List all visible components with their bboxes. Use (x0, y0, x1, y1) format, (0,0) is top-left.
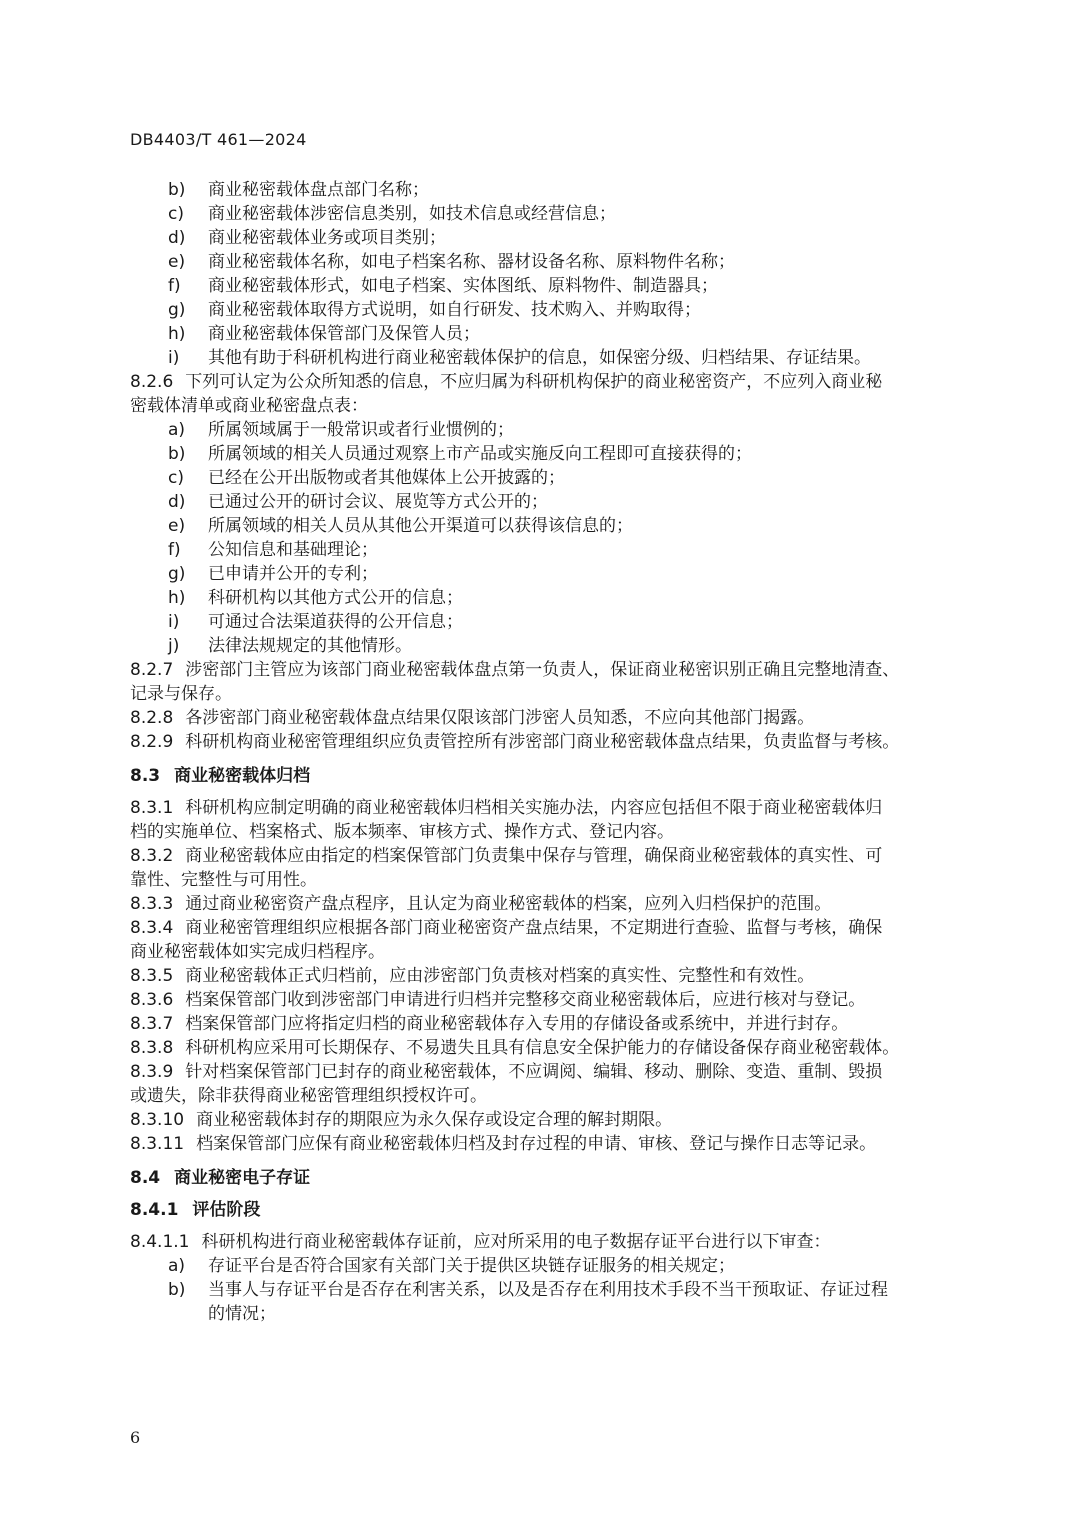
list-item-text: 所属领域的相关人员通过观察上市产品或实施反向工程即可直接获得的； (208, 444, 752, 464)
page-number: 6 (130, 1428, 141, 1447)
clause-8-3-8 (130, 1036, 960, 1060)
clause-continuation: 商业秘密载体如实完成归档程序。 (130, 942, 385, 962)
list-marker: b) (168, 1280, 186, 1300)
list-item (130, 418, 960, 442)
list-item-text: 所属领域的相关人员从其他公开渠道可以获得该信息的； (208, 516, 633, 536)
clause-text: 档案保管部门应保有商业秘密载体归档及封存过程的申请、审核、登记与操作日志等记录。 (196, 1134, 877, 1154)
clause-8-3-7 (130, 1012, 960, 1036)
list-item-text: 科研机构以其他方式公开的信息； (208, 588, 463, 608)
clause-8-3-10 (130, 1108, 960, 1132)
document-code-header: DB4403/T 461—2024 (130, 130, 307, 149)
list-marker: f) (168, 540, 181, 560)
clause-number: 8.3.6 (130, 990, 174, 1010)
list-marker: j) (168, 636, 180, 656)
list-item (130, 586, 960, 610)
clause-number: 8.3.9 (130, 1062, 174, 1082)
list-item (130, 1278, 960, 1302)
subsection-heading-8-4-1 (130, 1198, 960, 1222)
clause-8-3-6 (130, 988, 960, 1012)
list-item (130, 490, 960, 514)
list-item-text: 商业秘密载体盘点部门名称； (208, 180, 429, 200)
clause-continuation: 记录与保存。 (130, 684, 232, 704)
list-item-continuation: 的情况； (208, 1304, 276, 1324)
clause-number: 8.2.9 (130, 732, 174, 752)
list-item (130, 274, 960, 298)
list-item (130, 1254, 960, 1278)
list-marker: a) (168, 1256, 186, 1276)
list-item-text: 商业秘密载体涉密信息类别，如技术信息或经营信息； (208, 204, 616, 224)
list-marker: c) (168, 204, 184, 224)
list-marker: h) (168, 324, 186, 344)
list-item-text: 所属领域属于一般常识或者行业惯例的； (208, 420, 514, 440)
list-item-text: 公知信息和基础理论； (208, 540, 378, 560)
clause-number: 8.2.8 (130, 708, 174, 728)
list-marker: a) (168, 420, 186, 440)
clause-continuation: 密载体清单或商业秘密盘点表： (130, 396, 368, 416)
list-item (130, 634, 960, 658)
list-item (130, 610, 960, 634)
clause-8-2-9 (130, 730, 960, 754)
clause-text: 通过商业秘密资产盘点程序，且认定为商业秘密载体的档案，应列入归档保护的范围。 (185, 894, 832, 914)
list-item-text: 可通过合法渠道获得的公开信息； (208, 612, 463, 632)
clause-8-2-6 (130, 370, 960, 394)
list-marker: e) (168, 516, 186, 536)
clause-text: 商业秘密载体应由指定的档案保管部门负责集中保存与管理，确保商业秘密载体的真实性、可 (185, 846, 883, 866)
list-item (130, 538, 960, 562)
list-marker: e) (168, 252, 186, 272)
list-item-text: 商业秘密载体业务或项目类别； (208, 228, 446, 248)
clause-text: 科研机构进行商业秘密载体存证前，应对所采用的电子数据存证平台进行以下审查： (201, 1232, 831, 1252)
clause-text: 下列可认定为公众所知悉的信息，不应归属为科研机构保护的商业秘密资产，不应列入商业秘 (185, 372, 883, 392)
clause-number: 8.3.5 (130, 966, 174, 986)
list-item-text: 已通过公开的研讨会议、展览等方式公开的； (208, 492, 548, 512)
list-item (130, 322, 960, 346)
clause-number: 8.3.2 (130, 846, 174, 866)
list-marker: f) (168, 276, 181, 296)
clause-text: 商业秘密载体封存的期限应为永久保存或设定合理的解封期限。 (196, 1110, 673, 1130)
clause-continuation: 靠性、完整性与可用性。 (130, 870, 317, 890)
list-marker: d) (168, 492, 186, 512)
clause-number: 8.3.4 (130, 918, 174, 938)
clause-8-3-5 (130, 964, 960, 988)
clause-number: 8.3.10 (130, 1110, 185, 1130)
clause-number: 8.2.7 (130, 660, 174, 680)
list-item (130, 202, 960, 226)
list-item-text: 其他有助于科研机构进行商业秘密载体保护的信息，如保密分级、归档结果、存证结果。 (208, 348, 871, 368)
clause-text: 针对档案保管部门已封存的商业秘密载体，不应调阅、编辑、移动、删除、变造、重制、毁损 (185, 1062, 883, 1082)
clause-text: 档案保管部门收到涉密部门申请进行归档并完整移交商业秘密载体后，应进行核对与登记。 (185, 990, 866, 1010)
list-item-text: 存证平台是否符合国家有关部门关于提供区块链存证服务的相关规定； (208, 1256, 735, 1276)
subsection-title: 评估阶段 (192, 1200, 261, 1220)
document-body (130, 178, 960, 1326)
section-title: 商业秘密电子存证 (174, 1168, 311, 1188)
clause-number: 8.3.1 (130, 798, 174, 818)
section-heading-8-4 (130, 1166, 960, 1190)
section-heading-8-3 (130, 764, 960, 788)
clause-number: 8.3.3 (130, 894, 174, 914)
clause-8-3-11 (130, 1132, 960, 1156)
list-item-text: 已经在公开出版物或者其他媒体上公开披露的； (208, 468, 565, 488)
clause-8-2-8 (130, 706, 960, 730)
clause-continuation: 档的实施单位、档案格式、版本频率、审核方式、操作方式、登记内容。 (130, 822, 674, 842)
list-item-text: 已申请并公开的专利； (208, 564, 378, 584)
list-item-text: 商业秘密载体取得方式说明，如自行研发、技术购入、并购取得； (208, 300, 701, 320)
list-item (130, 250, 960, 274)
list-item (130, 562, 960, 586)
list-item (130, 226, 960, 250)
section-number: 8.3 (130, 766, 161, 786)
clause-text: 科研机构应采用可长期保存、不易遗失且具有信息安全保护能力的存储设备保存商业秘密载体。 (185, 1038, 900, 1058)
clause-8-3-3 (130, 892, 960, 916)
list-marker: g) (168, 300, 186, 320)
list-marker: h) (168, 588, 186, 608)
list-item (130, 178, 960, 202)
list-item (130, 466, 960, 490)
clause-text: 商业秘密管理组织应根据各部门商业秘密资产盘点结果，不定期进行查验、监督与考核，确保 (185, 918, 883, 938)
list-item (130, 346, 960, 370)
list-marker: i) (168, 612, 180, 632)
list-marker: d) (168, 228, 186, 248)
clause-8-2-7 (130, 658, 960, 682)
clause-number: 8.4.1.1 (130, 1232, 190, 1252)
clause-text: 科研机构应制定明确的商业秘密载体归档相关实施办法，内容应包括但不限于商业秘密载体归 (185, 798, 883, 818)
clause-text: 各涉密部门商业秘密载体盘点结果仅限该部门涉密人员知悉，不应向其他部门揭露。 (185, 708, 815, 728)
clause-8-3-2 (130, 844, 960, 868)
clause-number: 8.3.7 (130, 1014, 174, 1034)
clause-continuation: 或遗失，除非获得商业秘密管理组织授权许可。 (130, 1086, 487, 1106)
clause-8-3-4 (130, 916, 960, 940)
list-item-text: 法律法规规定的其他情形。 (208, 636, 412, 656)
list-item (130, 298, 960, 322)
list-item-text: 商业秘密载体保管部门及保管人员； (208, 324, 480, 344)
section-number: 8.4 (130, 1168, 161, 1188)
list-marker: b) (168, 444, 186, 464)
list-item-text: 商业秘密载体名称，如电子档案名称、器材设备名称、原料物件名称； (208, 252, 735, 272)
list-marker: i) (168, 348, 180, 368)
clause-8-3-1 (130, 796, 960, 820)
clause-number: 8.3.8 (130, 1038, 174, 1058)
clause-text: 档案保管部门应将指定归档的商业秘密载体存入专用的存储设备或系统中，并进行封存。 (185, 1014, 849, 1034)
clause-text: 商业秘密载体正式归档前，应由涉密部门负责核对档案的真实性、完整性和有效性。 (185, 966, 815, 986)
list-item-text: 当事人与存证平台是否存在利害关系，以及是否存在利用技术手段不当干预取证、存证过程 (208, 1280, 888, 1300)
clause-text: 科研机构商业秘密管理组织应负责管控所有涉密部门商业秘密载体盘点结果，负责监督与考核。 (185, 732, 900, 752)
list-item (130, 514, 960, 538)
clause-text: 涉密部门主管应为该部门商业秘密载体盘点第一负责人，保证商业秘密识别正确且完整地清查、 (185, 660, 900, 680)
list-marker: g) (168, 564, 186, 584)
clause-8-3-9 (130, 1060, 960, 1084)
list-item (130, 442, 960, 466)
clause-number: 8.3.11 (130, 1134, 185, 1154)
list-item-text: 商业秘密载体形式，如电子档案、实体图纸、原料物件、制造器具； (208, 276, 718, 296)
list-marker: b) (168, 180, 186, 200)
list-marker: c) (168, 468, 184, 488)
subsection-number: 8.4.1 (130, 1200, 179, 1220)
section-title: 商业秘密载体归档 (174, 766, 311, 786)
clause-number: 8.2.6 (130, 372, 174, 392)
clause-8-4-1-1 (130, 1230, 960, 1254)
